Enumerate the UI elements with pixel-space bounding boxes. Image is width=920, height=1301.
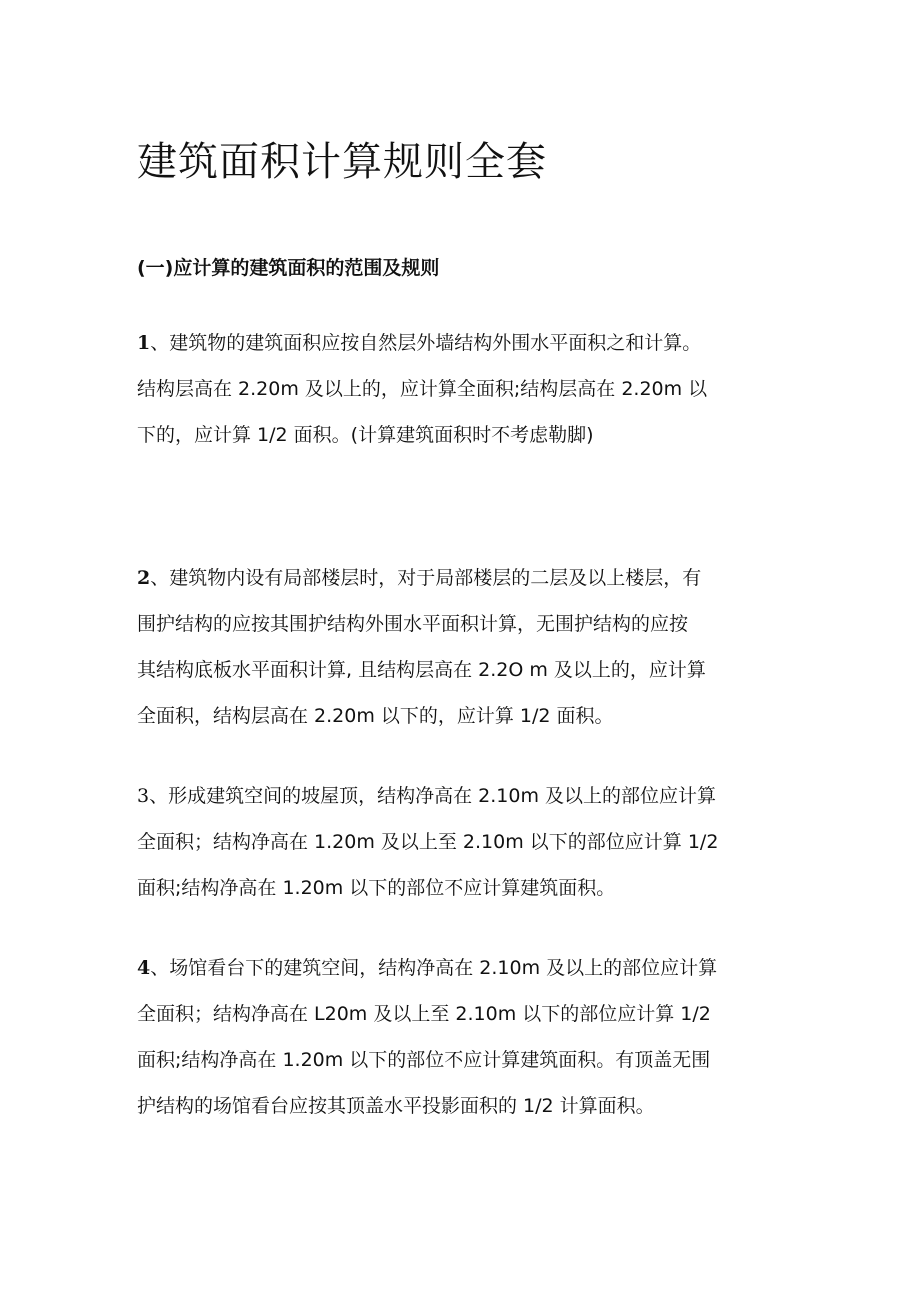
paragraph-line [137, 773, 718, 819]
paragraph-line: 面积;结构净高在 1.20m 以下的部位不应计算建筑面积。 [137, 877, 616, 899]
paragraph-line: 全面积；结构净高在 1.20m 及以上至 2.10m 以下的部位应计算 1/2 [137, 831, 719, 853]
paragraph-4 [137, 945, 717, 1129]
document-title: 建筑面积计算规则全套 [137, 139, 547, 185]
paragraph-line: 结构层高在 2.20m 及以上的，应计算全面积;结构层高在 2.20m 以 [137, 378, 708, 400]
paragraph-2 [137, 555, 706, 739]
section-heading: (一)应计算的建筑面积的范围及规则 [137, 257, 440, 279]
paragraph-line: 护结构的场馆看台应按其顶盖水平投影面积的 1/2 计算面积。 [137, 1095, 655, 1117]
paragraph-number: 1 [137, 332, 151, 354]
paragraph-3 [137, 773, 718, 911]
paragraph-line: 其结构底板水平面积计算, 且结构层高在 2.2O m 及以上的，应计算 [137, 659, 706, 681]
paragraph-line: 围护结构的应按其围护结构外围水平面积计算，无围护结构的应按 [137, 613, 689, 635]
paragraph-line [137, 555, 706, 601]
paragraph-line [137, 945, 717, 991]
paragraph-line: 全面积，结构层高在 2.20m 以下的，应计算 1/2 面积。 [137, 705, 614, 727]
paragraph-1 [137, 320, 707, 458]
paragraph-line [137, 320, 707, 366]
paragraph-number: 4 [137, 957, 151, 979]
paragraph-line: 面积;结构净高在 1.20m 以下的部位不应计算建筑面积。有顶盖无围 [137, 1049, 711, 1071]
paragraph-text: 、场馆看台下的建筑空间，结构净高在 2.10m 及以上的部位应计算 [150, 957, 718, 979]
paragraph-line: 全面积；结构净高在 L20m 及以上至 2.10m 以下的部位应计算 1/2 [137, 1003, 711, 1025]
paragraph-text: 、建筑物的建筑面积应按自然层外墙结构外围水平面积之和计算。 [150, 332, 702, 354]
paragraph-number: 2 [137, 567, 151, 589]
paragraph-text: 、建筑物内设有局部楼层时，对于局部楼层的二层及以上楼层，有 [150, 567, 702, 589]
paragraph-number: 3 [137, 785, 150, 807]
paragraph-line: 下的，应计算 1/2 面积。(计算建筑面积时不考虑勒脚) [137, 424, 594, 446]
paragraph-text: 、形成建筑空间的坡屋顶，结构净高在 2.10m 及以上的部位应计算 [149, 785, 716, 807]
